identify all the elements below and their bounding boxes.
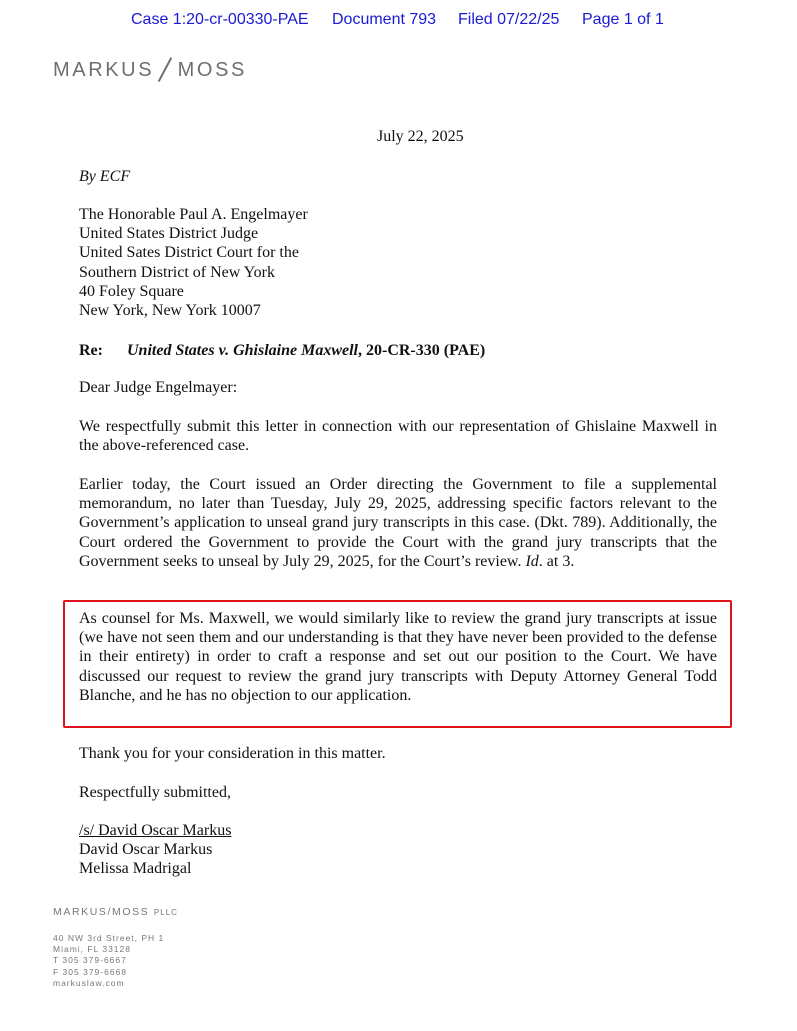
delivery-method: By ECF — [79, 168, 131, 185]
footer-firm-suffix: PLLC — [153, 908, 178, 917]
paragraph-intro: We respectfully submit this letter in connection with our representation of Ghislaine Maxwell in the above-referenced case. — [79, 418, 717, 455]
re-label: Re: — [79, 342, 103, 359]
footer-firm-name — [53, 906, 178, 918]
re-case-name: United States v. Ghislaine Maxwell — [127, 342, 358, 359]
closing-line: Respectfully submitted, — [79, 784, 231, 801]
letterhead-footer — [53, 906, 178, 989]
electronic-signature: /s/ David Oscar Markus — [79, 822, 232, 839]
page-count: Page 1 of 1 — [582, 11, 664, 28]
footer-fax: F 305 379-6668 — [53, 966, 128, 977]
addressee-line: New York, New York 10007 — [79, 302, 261, 320]
addressee-line: United Sates District Court for the — [79, 244, 299, 262]
filed-date: Filed 07/22/25 — [458, 11, 560, 28]
filing-header — [0, 11, 797, 33]
letter-date: July 22, 2025 — [377, 128, 464, 145]
logo-left-text: MARKUS — [53, 59, 155, 81]
paragraph-court-order-end: . at 3. — [538, 552, 575, 570]
logo-slash — [158, 57, 172, 82]
logo-right-text: MOSS — [177, 59, 247, 81]
footer-phone: T 305 379-6667 — [53, 955, 127, 966]
paragraph-request: As counsel for Ms. Maxwell, we would similarly like to review the grand jury transcripts at issue (we have not seen them and our understanding is that they have never been provided to the defense in their entirety) in order to craft a response and set out our position to the Court. We have discussed our request to review the grand jury transcripts with Deputy Attorney General Todd Blanche, and he has no objection to our application. — [79, 610, 717, 704]
re-case-number: , 20-CR-330 (PAE) — [357, 342, 486, 359]
addressee-line: 40 Foley Square — [79, 282, 184, 300]
re-line — [79, 341, 717, 360]
addressee-block — [79, 205, 717, 320]
document-number: Document 793 — [332, 11, 437, 28]
signer-name: Melissa Madrigal — [79, 860, 192, 878]
footer-address-city: Miami, FL 33128 — [53, 944, 131, 955]
case-number: Case 1:20-cr-00330-PAE — [131, 11, 309, 28]
citation-id: Id — [525, 552, 539, 570]
footer-website: markuslaw.com — [53, 977, 125, 988]
paragraph-court-order-text: Earlier today, the Court issued an Order directing the Government to file a supplemental memorandum, no later than Tuesday, July 29, 2025, addressing specific factors relevant to the Government’s application to unseal grand jury transcripts in this case. (Dkt. 789). Additionally, the Court ordered the Government to provide the Court with the grand jury transcripts that the Government seeks to unseal by July 29, 2025, for the Court’s review. — [79, 476, 717, 570]
footer-firm-text: MARKUS/MOSS — [53, 906, 150, 918]
salutation: Dear Judge Engelmayer: — [79, 379, 238, 396]
addressee-line: United States District Judge — [79, 225, 259, 243]
addressee-line: Southern District of New York — [79, 263, 275, 281]
footer-address-street: 40 NW 3rd Street, PH 1 — [53, 933, 165, 943]
paragraph-court-order — [79, 475, 717, 571]
thanks-line: Thank you for your consideration in this matter. — [79, 745, 386, 762]
addressee-line: The Honorable Paul A. Engelmayer — [79, 206, 308, 223]
firm-logo — [53, 56, 247, 88]
signature-block — [79, 821, 717, 879]
signer-name: David Oscar Markus — [79, 841, 213, 859]
